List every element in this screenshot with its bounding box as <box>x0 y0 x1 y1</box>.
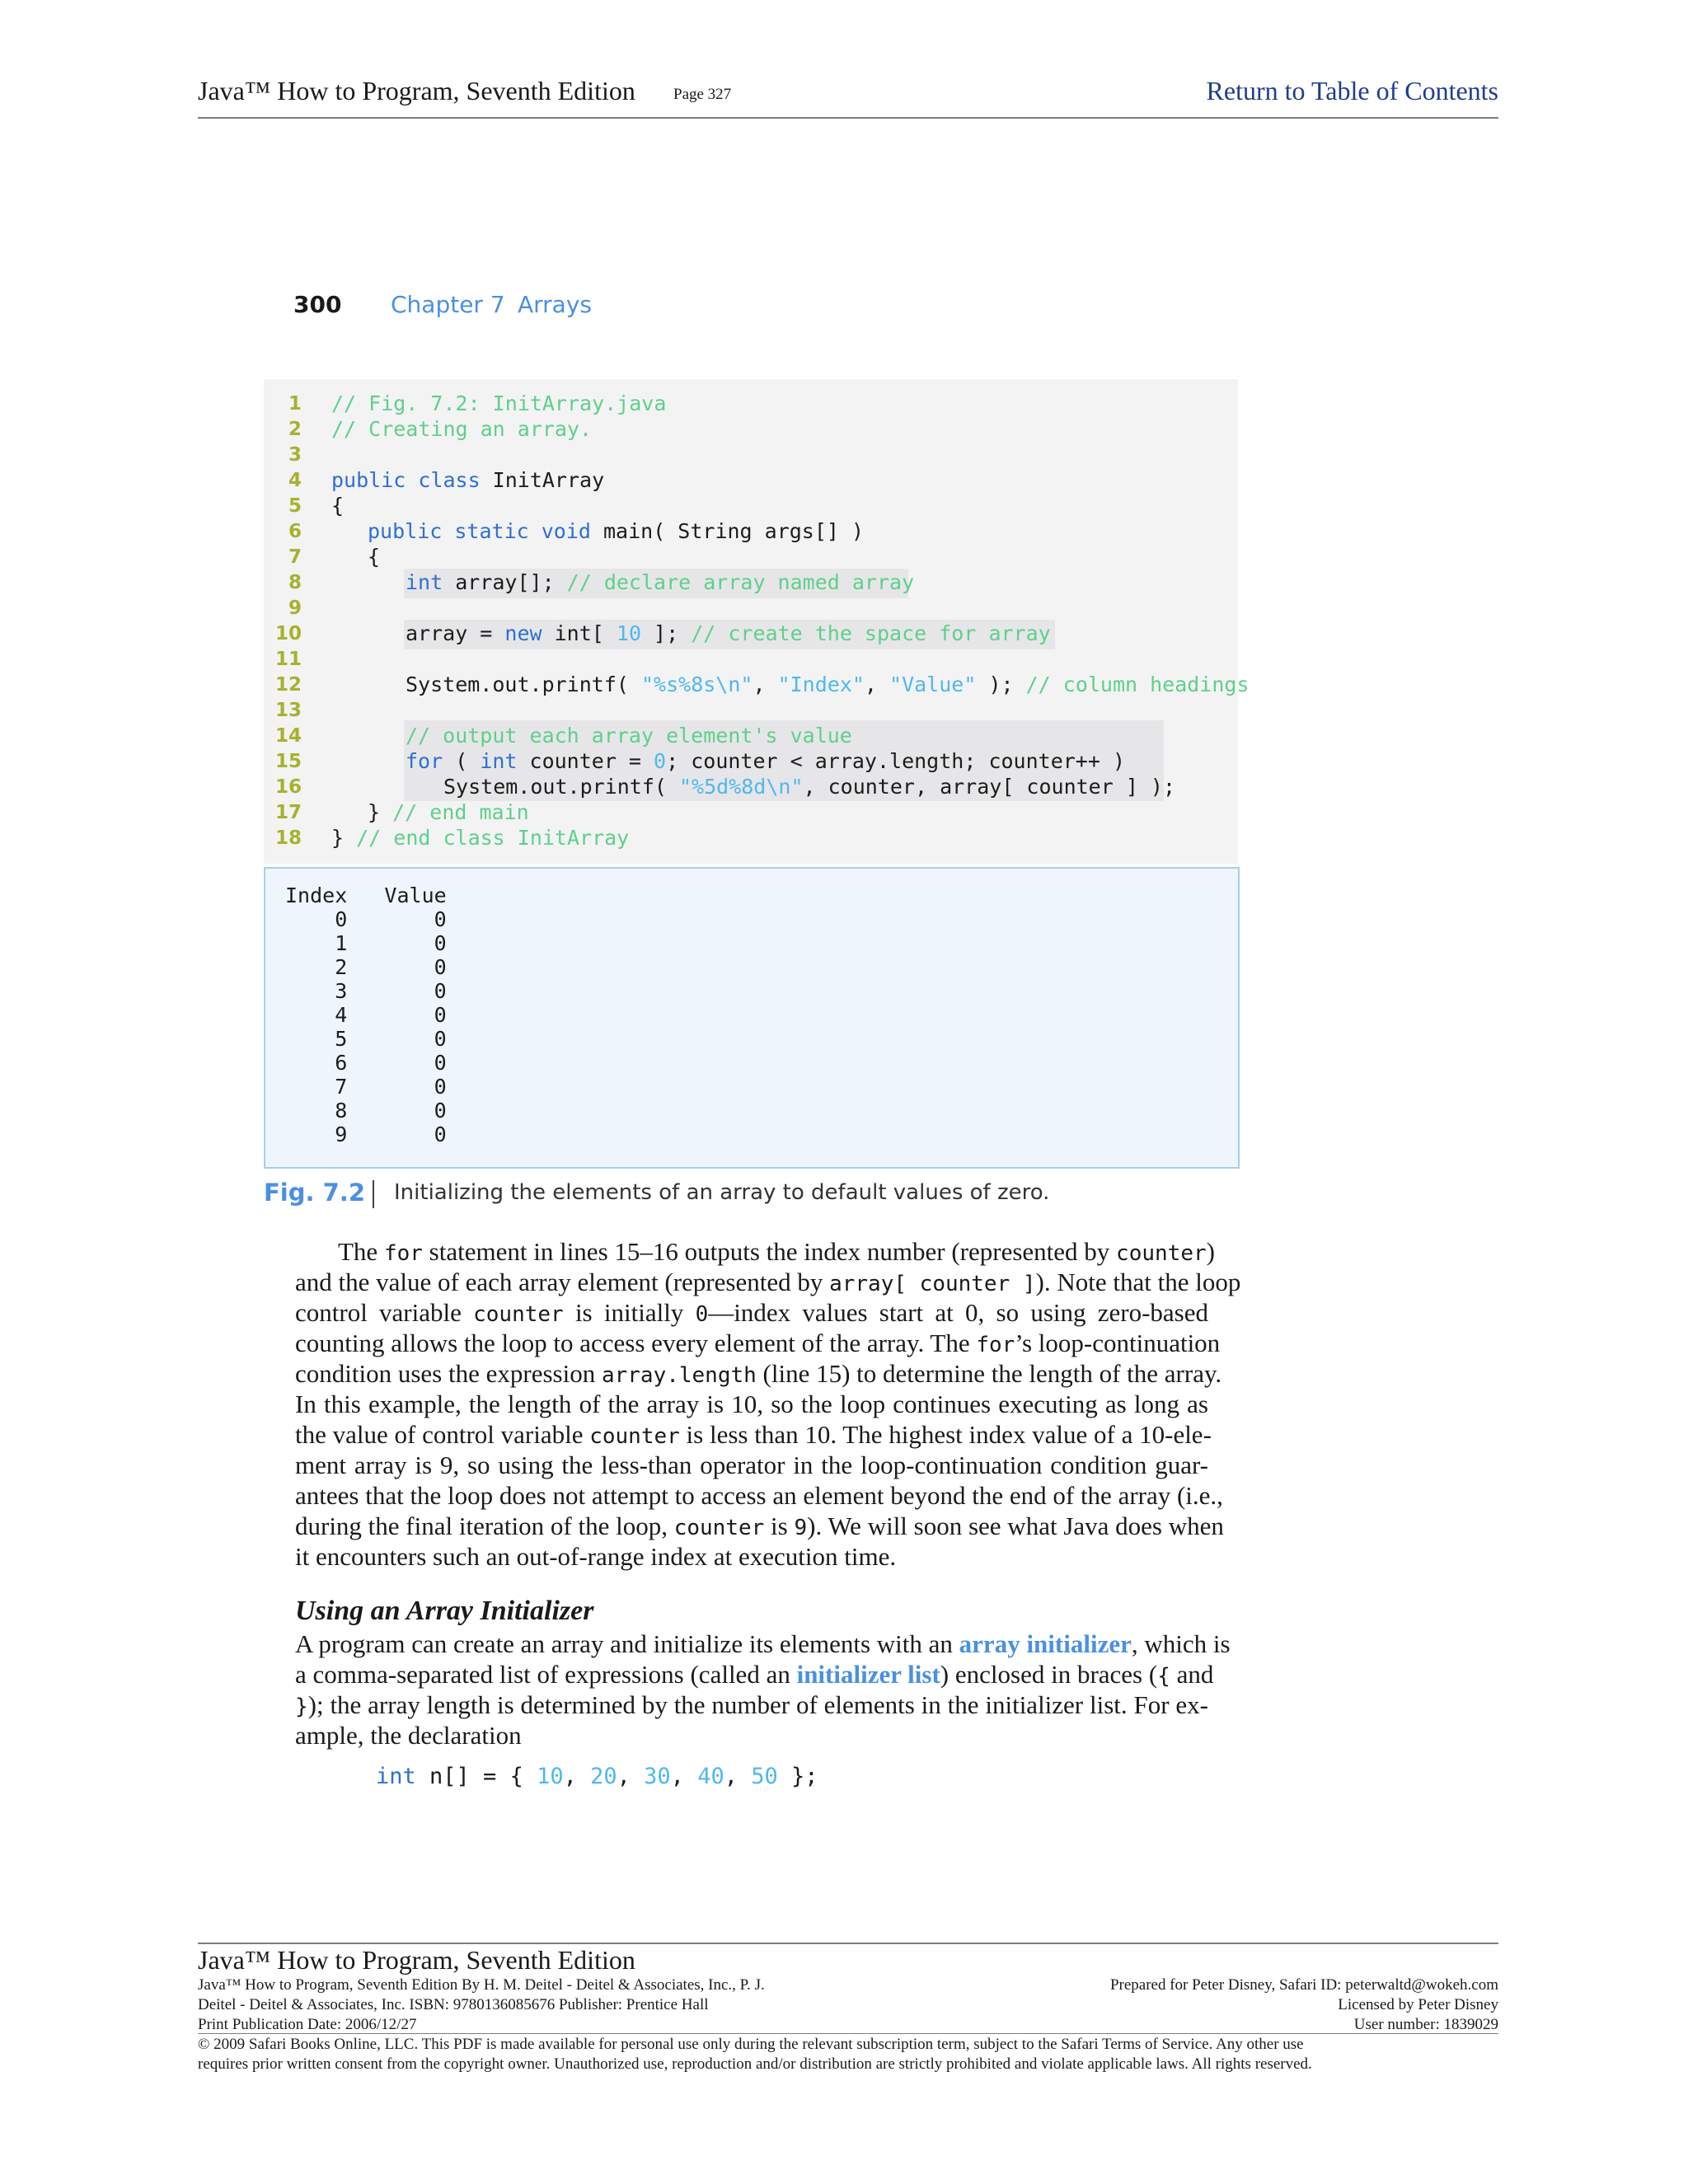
footer-licensed-by: Licensed by Peter Disney <box>1338 1996 1498 2013</box>
text: (line 15) to determine the length of the array. <box>756 1359 1222 1388</box>
text: The <box>338 1237 384 1266</box>
code-keyword: public class <box>331 468 481 492</box>
line-number: 18 <box>274 827 302 849</box>
code-text: , <box>670 1764 698 1789</box>
code-comment: // Fig. 7.2: InitArray.java <box>331 391 667 415</box>
code-text: { <box>368 545 381 569</box>
text: during the final iteration of the loop, <box>295 1511 674 1540</box>
line-number: 10 <box>274 623 302 644</box>
text: ). We will soon see what Java does when <box>807 1511 1224 1540</box>
code-line-4 <box>331 468 604 492</box>
code-text: , <box>724 1764 752 1789</box>
code-line-16 <box>443 775 1175 799</box>
output-row: 2 0 <box>285 955 447 979</box>
line-number: 15 <box>274 751 302 772</box>
paragraph-line: In this example, the length of the array is 10, so the loop continues executing as long as <box>295 1390 1208 1418</box>
code-text: n[] = { <box>415 1764 537 1789</box>
header-book-title: Java™ How to Program, Seventh Edition <box>198 76 635 105</box>
line-number: 13 <box>274 700 302 721</box>
text: is less than 10. The highest index value of a 10-ele- <box>679 1420 1212 1449</box>
code-text: } <box>368 800 393 824</box>
code-line-6 <box>368 519 864 543</box>
inline-code: } <box>295 1694 308 1719</box>
text: is <box>764 1511 795 1540</box>
line-number: 1 <box>288 393 302 415</box>
running-head-chapter-title: Arrays <box>518 291 593 318</box>
text: ). Note that the loop <box>1035 1268 1241 1296</box>
code-string: "%s%8s\n" <box>640 673 753 696</box>
code-line-12 <box>406 673 1250 696</box>
text: the value of control variable <box>295 1420 590 1449</box>
code-listing <box>264 379 1250 864</box>
text: ); the array length is determined by the number of elements in the initializer list. For ex- <box>307 1690 1208 1719</box>
footer-copyright: requires prior written consent from the copyright owner. Unauthorized use, reproduction and/or distribution are strictly prohibited and violate applicable laws. All rights reserved. <box>198 2055 1312 2073</box>
inline-code: 0 <box>695 1302 709 1327</box>
footer-divider <box>198 1943 1498 1944</box>
paragraph-line <box>338 1236 1215 1269</box>
code-line-18 <box>331 826 629 850</box>
paragraph-line: ment array is 9, so using the less-than operator in the loop-continuation condition guar- <box>295 1451 1208 1479</box>
code-text: ); <box>976 673 1026 696</box>
code-line-17 <box>368 800 529 824</box>
key-term: array initializer <box>959 1629 1132 1658</box>
line-number: 17 <box>274 802 302 823</box>
line-number: 5 <box>288 495 302 517</box>
footer-prepared-for: Prepared for Peter Disney, Safari ID: peterwaltd@wokeh.com <box>1109 1976 1498 1994</box>
line-number: 7 <box>288 546 302 568</box>
code-comment: // Creating an array. <box>331 417 593 441</box>
code-text: , <box>563 1764 591 1789</box>
line-number: 2 <box>288 419 302 440</box>
text: and the value of each array element (represented by <box>295 1268 830 1296</box>
code-comment: // output each array element's value <box>406 724 852 748</box>
line-number: 4 <box>288 470 302 491</box>
code-string: "Value" <box>889 673 977 696</box>
output-row: 8 0 <box>285 1099 447 1122</box>
code-keyword: int <box>376 1764 416 1789</box>
footer-book-title: Java™ How to Program, Seventh Edition <box>198 1945 635 1975</box>
line-number: 16 <box>274 776 302 798</box>
line-number: 12 <box>274 674 302 696</box>
code-string: "Index" <box>777 673 865 696</box>
header-page-number: Page 327 <box>673 86 732 103</box>
code-text: } <box>331 826 357 850</box>
text: control variable <box>295 1298 474 1327</box>
paragraph-line <box>295 1511 1224 1544</box>
text: ’s loop-continuation <box>1015 1329 1221 1357</box>
code-text: InitArray <box>480 468 605 492</box>
code-line-7 <box>368 545 380 569</box>
code-string: "%5d%8d\n" <box>678 775 804 799</box>
code-line-15 <box>406 749 1125 773</box>
text: a comma-separated list of expressions (called an <box>295 1660 797 1689</box>
key-term: initializer list <box>796 1660 940 1689</box>
text: counting allows the loop to access every element of the array. The <box>295 1329 977 1357</box>
footer-print-date: Print Publication Date: 2006/12/27 <box>198 2016 417 2033</box>
output-row: 3 0 <box>285 979 447 1003</box>
paragraph-line <box>295 1358 1222 1391</box>
code-keyword: int <box>480 749 518 773</box>
page-header <box>198 76 1498 119</box>
code-text: counter = <box>517 749 654 773</box>
code-comment: // column headings <box>1025 673 1250 696</box>
output-row: 5 0 <box>285 1027 447 1051</box>
code-text: array = <box>406 621 505 645</box>
paragraph-line <box>295 1690 1208 1722</box>
paragraph-line <box>295 1297 1208 1330</box>
text: is initially <box>563 1298 696 1327</box>
paragraph-line: ample, the declaration <box>295 1721 522 1750</box>
text: statement in lines 15–16 outputs the index number (represented by <box>422 1237 1117 1266</box>
footer-copyright: © 2009 Safari Books Online, LLC. This PDF is made available for personal use only during the relevant subscription term, subject to the Safari Terms of Service. Any other use <box>198 2036 1304 2053</box>
code-text: , <box>864 673 890 696</box>
running-head-chapter: Chapter 7 <box>391 291 505 318</box>
code-number: 10 <box>616 621 641 645</box>
figure-caption: Initializing the elements of an array to default values of zero. <box>394 1180 1050 1205</box>
code-text: System.out.printf( <box>406 673 641 696</box>
line-number: 14 <box>274 725 302 747</box>
code-text: System.out.printf( <box>443 775 679 799</box>
figure-label: Fig. 7.2 <box>264 1179 365 1207</box>
output-row: 0 0 <box>285 907 447 931</box>
code-text: }; <box>777 1764 818 1789</box>
code-text: ( <box>443 749 481 773</box>
code-text: , counter, array[ counter ] ); <box>803 775 1176 799</box>
text: A program can create an array and initialize its elements with an <box>295 1629 959 1658</box>
inline-code: array.length <box>601 1363 757 1388</box>
line-number: 6 <box>288 521 302 542</box>
text: ) enclosed in braces ( <box>940 1660 1158 1689</box>
paragraph-line: antees that the loop does not attempt to access an element beyond the end of the array (i.e., <box>295 1481 1223 1510</box>
paragraph-line <box>295 1629 1231 1659</box>
code-comment: // end main <box>392 800 529 824</box>
code-text: , <box>753 673 778 696</box>
code-comment: // create the space for array <box>691 621 1051 645</box>
code-text: array[]; <box>443 570 567 594</box>
line-number: 8 <box>288 572 302 593</box>
inline-code: counter <box>1116 1241 1207 1266</box>
output-row: 6 0 <box>285 1051 447 1075</box>
inline-code: for <box>976 1333 1015 1357</box>
paragraph-line <box>295 1328 1221 1361</box>
paragraph-line: it encounters such an out-of-range index at execution time. <box>295 1542 897 1571</box>
code-line-10 <box>406 621 1051 645</box>
code-line-5 <box>331 494 344 518</box>
footer-book-info: Deitel - Deitel & Associates, Inc. ISBN: 9780136085676 Publisher: Prentice Hall <box>198 1996 709 2013</box>
text: condition uses the expression <box>295 1359 602 1388</box>
code-keyword: new <box>504 621 542 645</box>
text: , which is <box>1131 1629 1231 1658</box>
code-number: 10 <box>537 1764 564 1789</box>
output-row: 4 0 <box>285 1003 447 1027</box>
paragraph-line <box>295 1419 1212 1452</box>
text: —index values start at 0, so using zero-based <box>708 1298 1208 1327</box>
code-comment: // end class InitArray <box>356 826 630 850</box>
code-keyword: for <box>406 749 443 773</box>
text: ) <box>1206 1237 1215 1266</box>
code-line-2 <box>331 417 592 441</box>
running-head-page-number: 300 <box>293 291 342 318</box>
code-declaration <box>376 1764 818 1789</box>
code-text: , <box>617 1764 645 1789</box>
inline-code: array[ counter ] <box>829 1272 1036 1296</box>
inline-code: { <box>1157 1664 1170 1689</box>
code-text: ; counter < array.length; counter++ ) <box>666 749 1126 773</box>
caption-divider <box>373 1180 374 1208</box>
code-keyword: public static void <box>368 519 591 543</box>
code-text: int[ <box>542 621 617 645</box>
inline-code: counter <box>673 1516 765 1540</box>
line-number: 11 <box>274 649 302 670</box>
inline-code: for <box>383 1241 423 1266</box>
code-number: 40 <box>697 1764 724 1789</box>
footer-user-number: User number: 1839029 <box>1353 2016 1498 2033</box>
output-row: 7 0 <box>285 1075 447 1099</box>
output-header: Index Value <box>285 883 447 907</box>
section-subheading: Using an Array Initializer <box>295 1596 594 1626</box>
toc-link[interactable]: Return to Table of Contents <box>1206 76 1498 105</box>
code-text: main( String args[] ) <box>590 519 865 543</box>
output-row: 9 0 <box>285 1122 447 1146</box>
program-output <box>264 867 1240 1169</box>
inline-code: 9 <box>794 1516 808 1540</box>
inline-code: counter <box>589 1424 680 1449</box>
code-keyword: int <box>406 570 443 594</box>
code-text: ]; <box>641 621 692 645</box>
line-number: 3 <box>288 444 302 466</box>
code-number: 30 <box>644 1764 671 1789</box>
paragraph-line <box>295 1659 1214 1692</box>
text: and <box>1170 1660 1214 1689</box>
code-number: 20 <box>590 1764 617 1789</box>
code-text: { <box>331 494 345 518</box>
inline-code: counter <box>473 1302 564 1327</box>
footer-separator <box>198 2033 1498 2034</box>
paragraph-line <box>295 1267 1241 1300</box>
code-comment: // declare array named array <box>566 570 915 594</box>
code-line-14 <box>406 724 852 748</box>
code-number: 50 <box>751 1764 778 1789</box>
code-number: 0 <box>654 749 667 773</box>
code-line-8 <box>406 570 914 594</box>
line-number: 9 <box>288 598 302 619</box>
footer-book-info: Java™ How to Program, Seventh Edition By H. M. Deitel - Deitel & Associates, Inc., P. J. <box>198 1976 765 1994</box>
output-row: 1 0 <box>285 931 447 955</box>
code-line-1 <box>331 391 666 415</box>
